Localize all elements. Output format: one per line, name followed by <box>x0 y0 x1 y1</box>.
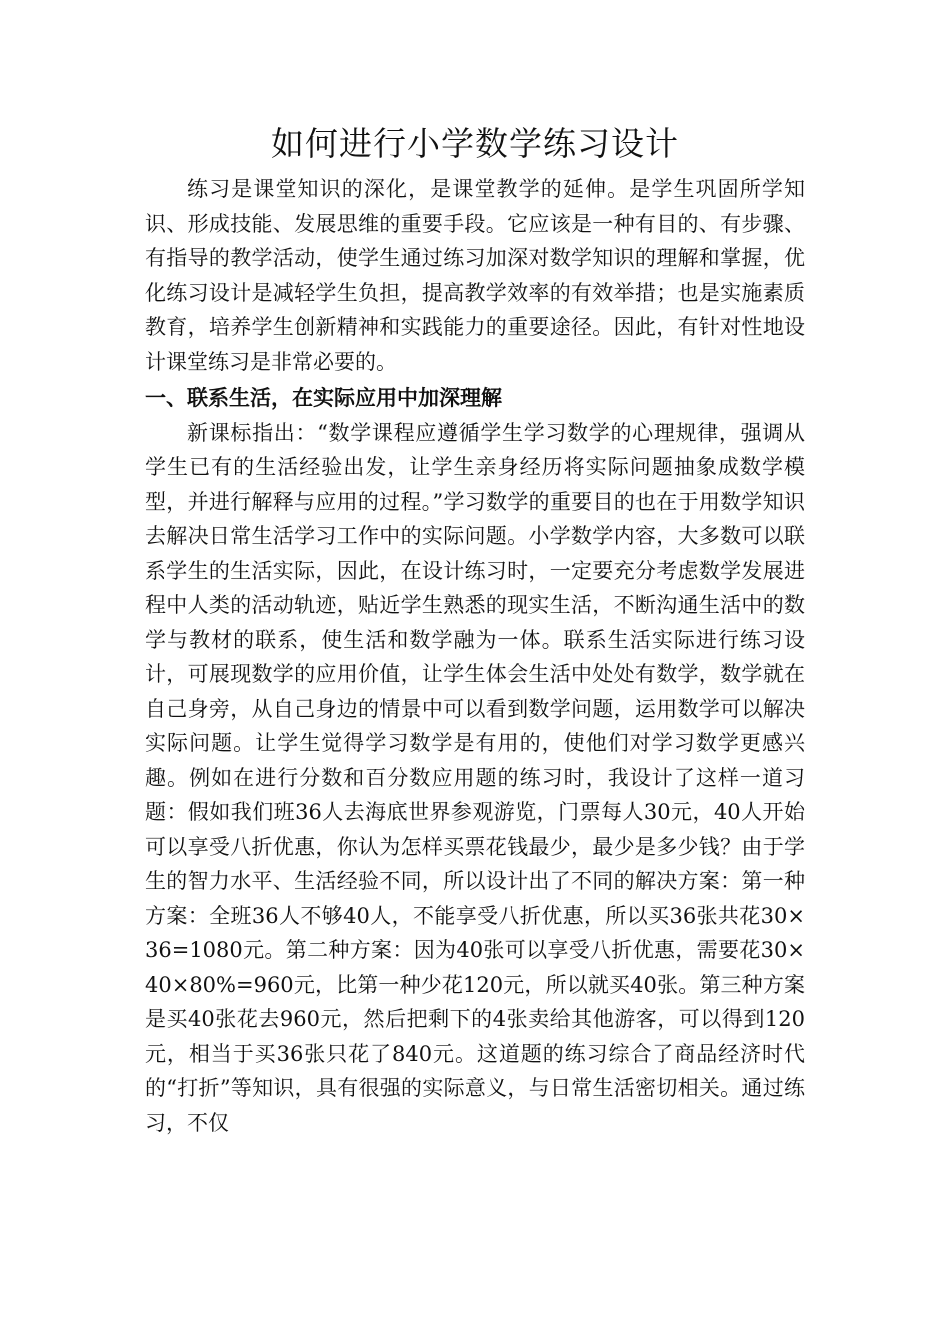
intro-paragraph: 练习是课堂知识的深化，是课堂教学的延伸。是学生巩固所学知识、形成技能、发展思维的重要手段。它应该是一种有目的、有步骤、有指导的教学活动，使学生通过练习加深对数学知识的理解和掌握，优化练习设计是减轻学生负担，提高教学效率的有效举措；也是实施素质教育，培养学生创新精神和实践能力的重要途径。因此，有针对性地设计课堂练习是非常必要的。 <box>145 177 805 374</box>
document-title: 如何进行小学数学练习设计 <box>271 124 679 163</box>
document-content <box>145 120 805 1140</box>
section-paragraph: 新课标指出：“数学课程应遵循学生学习数学的心理规律，强调从学生已有的生活经验出发，让学生亲身经历将实际问题抽象成数学模型，并进行解释与应用的过程。”学习数学的重要目的也在于用数学知识去解决日常生活学习工作中的实际问题。小学数学内容，大多数可以联系学生的生活实际，因此，在设计练习时，一定要充分考虑数学发展进程中人类的活动轨迹，贴近学生熟悉的现实生活，不断沟通生活中的数学与教材的联系，使生活和数学融为一体。联系生活实际进行练习设计，可展现数学的应用价值，让学生体会生活中处处有数学，数学就在自己身旁，从自己身边的情景中可以看到数学问题，运用数学可以解决实际问题。让学生觉得学习数学是有用的，使他们对学习数学更感兴趣。例如在进行分数和百分数应用题的练习时，我设计了这样一道习题：假如我们班36人去海底世界参观游览，门票每人30元，40人开始可以享受八折优惠，你认为怎样买票花钱最少，最少是多少钱？由于学生的智力水平、生活经验不同，所以设计出了不同的解决方案：第一种方案：全班36人不够40人，不能享受八折优惠，所以买36张共花30×36=1080元。第二种方案：因为40张可以享受八折优惠，需要花30×40×80%=960元，比第一种少花120元，所以就买40张。第三种方案是买40张花去960元，然后把剩下的4张卖给其他游客，可以得到120元，相当于买36张只花了840元。这道题的练习综合了商品经济时代的“打折”等知识，具有很强的实际意义，与日常生活密切相关。通过练习，不仅 <box>145 420 805 1135</box>
section-heading: 一、联系生活，在实际应用中加深理解 <box>145 386 502 410</box>
